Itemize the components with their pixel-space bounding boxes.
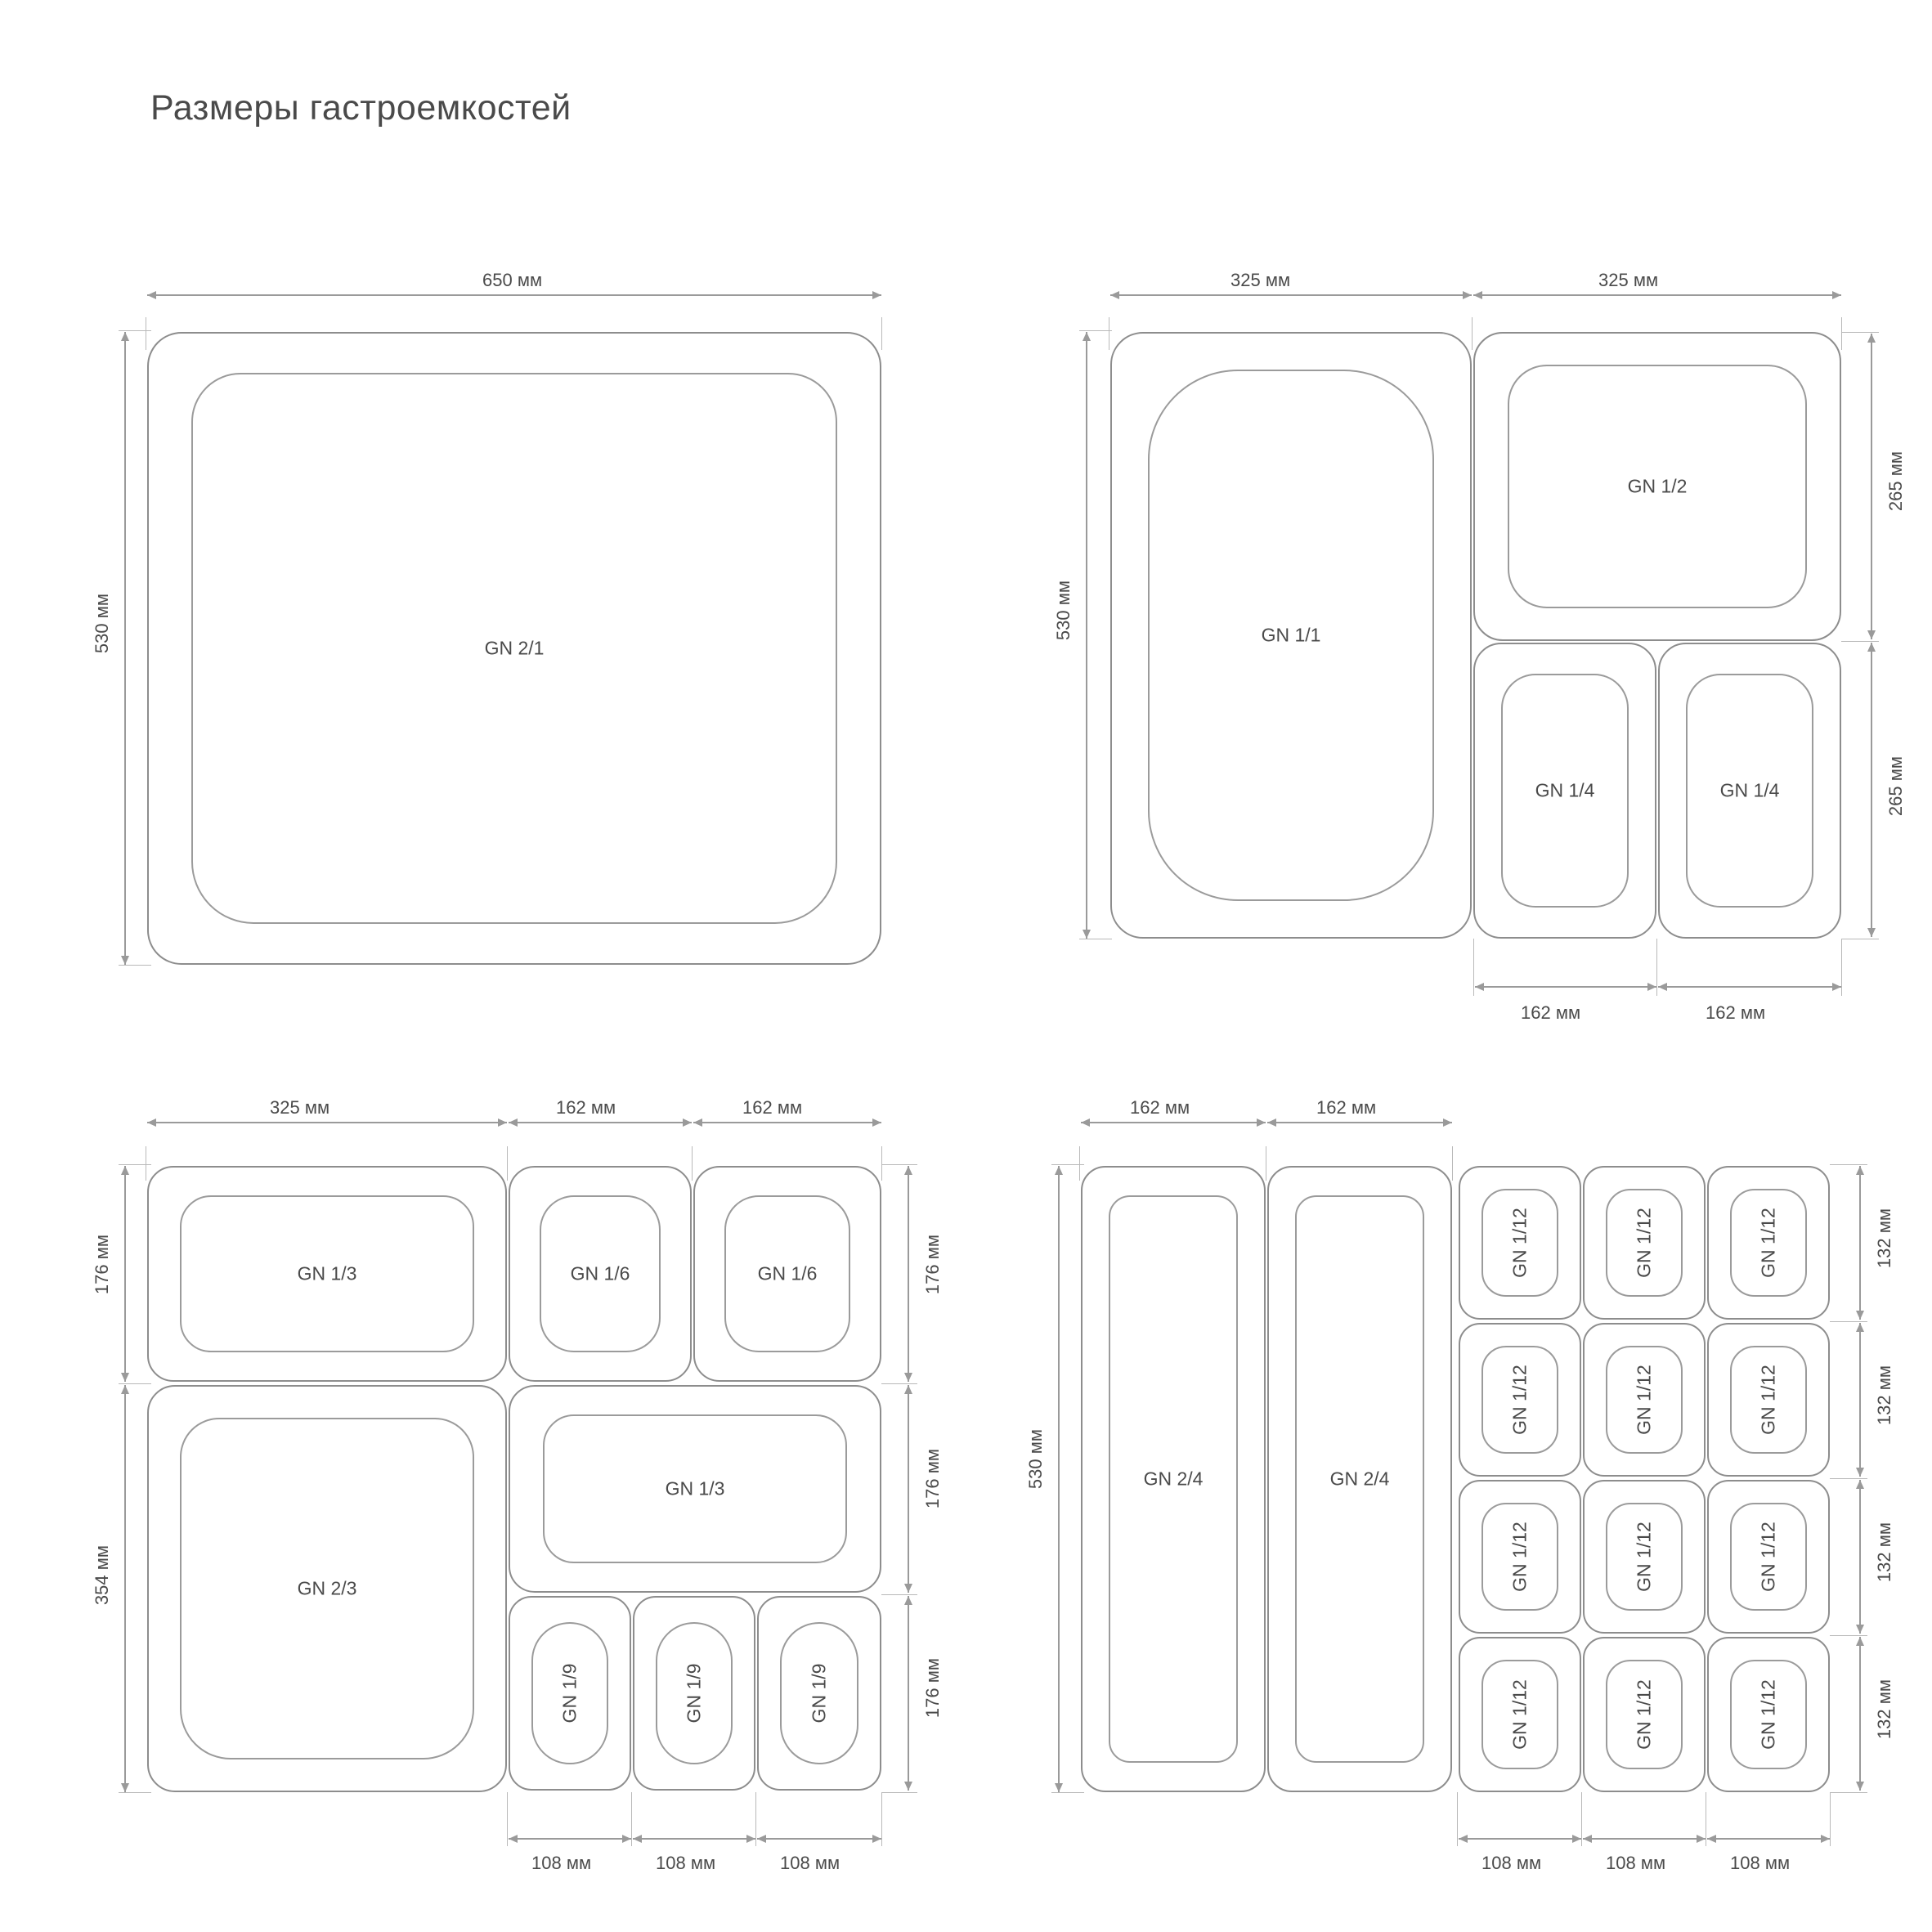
dimension-line-top-3	[693, 1122, 881, 1123]
extension-line	[1830, 1478, 1867, 1479]
pan-label-wrap	[809, 1664, 831, 1724]
dimension-label-132-a: 132 мм	[1874, 1208, 1894, 1269]
dimension-line-bottom-1	[1475, 986, 1656, 988]
extension-line	[1830, 1635, 1867, 1636]
pan-label: GN 2/3	[297, 1577, 357, 1599]
pan-gn-1-12-r4c3[interactable]	[1707, 1637, 1830, 1792]
dimension-label-162-b: 162 мм	[1316, 1097, 1377, 1118]
page-title: Размеры гастроемкостей	[150, 88, 572, 128]
dimension-line-top-2	[1473, 294, 1841, 296]
extension-line	[1051, 1792, 1084, 1793]
dimension-line-left	[1058, 1166, 1060, 1792]
pan-label: GN 1/9	[558, 1663, 580, 1724]
pan-gn-1-12-r1c1[interactable]	[1459, 1166, 1581, 1320]
dimension-label-176-r2: 176 мм	[922, 1449, 943, 1509]
dimension-label-108-b: 108 мм	[656, 1853, 716, 1873]
dimension-line-right-3	[908, 1596, 909, 1791]
dimension-line-top-2	[509, 1122, 692, 1123]
pan-label: GN 1/12	[1757, 1208, 1779, 1278]
extension-line	[1457, 1792, 1458, 1846]
pan-label: GN 1/12	[1508, 1522, 1531, 1592]
dimension-line-bottom-2	[633, 1838, 755, 1840]
dimension-label-530: 530 мм	[92, 594, 112, 654]
pan-label: GN 1/12	[1508, 1365, 1531, 1435]
pan-gn-1-4-b[interactable]	[1658, 643, 1841, 939]
pan-gn-1-12-r1c2[interactable]	[1583, 1166, 1706, 1320]
dimension-line-left-2	[124, 1385, 126, 1792]
pan-label: GN 1/1	[1261, 624, 1321, 646]
pan-gn-1-9-c[interactable]	[757, 1596, 881, 1791]
extension-line	[1830, 1792, 1831, 1846]
pan-label: GN 1/3	[297, 1262, 357, 1284]
pan-label: GN 1/12	[1757, 1679, 1779, 1750]
pan-label-wrap	[1758, 1679, 1780, 1750]
dimension-line-right-1	[1859, 1166, 1861, 1320]
pan-gn-1-12-r4c2[interactable]	[1583, 1637, 1706, 1792]
pan-label: GN 1/4	[1535, 779, 1595, 801]
pan-label: GN 1/6	[570, 1262, 630, 1284]
extension-line	[692, 1146, 693, 1181]
dimension-label-265-b: 265 мм	[1885, 756, 1906, 817]
extension-line	[755, 1792, 756, 1846]
pan-label: GN 1/12	[1633, 1522, 1655, 1592]
extension-line	[631, 1792, 632, 1846]
extension-line	[1841, 332, 1879, 333]
dimension-label-530: 530 мм	[1053, 580, 1074, 641]
dimension-line-bottom-1	[1459, 1838, 1581, 1840]
pan-label-wrap	[1758, 1522, 1780, 1592]
pan-gn-1-12-r2c1[interactable]	[1459, 1323, 1581, 1477]
pan-label: GN 1/12	[1633, 1365, 1655, 1435]
pan-label-wrap	[559, 1664, 581, 1724]
extension-line	[1841, 939, 1842, 996]
pan-label: GN 2/4	[1143, 1468, 1204, 1490]
dimension-line-top-1	[147, 1122, 507, 1123]
extension-line	[119, 330, 151, 331]
extension-line	[1830, 1792, 1867, 1793]
extension-line	[881, 1594, 917, 1595]
pan-label: GN 1/6	[757, 1262, 818, 1284]
extension-line	[119, 1383, 151, 1384]
dimension-line-bottom-2	[1658, 986, 1841, 988]
pan-gn-1-12-r1c3[interactable]	[1707, 1166, 1830, 1320]
pan-label: GN 1/12	[1508, 1208, 1531, 1278]
dimension-label-108-c: 108 мм	[780, 1853, 840, 1873]
extension-line	[881, 1792, 882, 1846]
pan-label: GN 1/12	[1633, 1679, 1655, 1750]
pan-gn-1-2[interactable]	[1473, 332, 1841, 641]
pan-gn-2-3[interactable]	[147, 1385, 507, 1792]
dimension-label-108-b: 108 мм	[1606, 1853, 1666, 1873]
pan-gn-1-12-r3c1[interactable]	[1459, 1480, 1581, 1634]
pan-label-wrap	[1509, 1679, 1531, 1750]
dimension-label-325: 325 мм	[270, 1097, 330, 1118]
dimension-label-132-d: 132 мм	[1874, 1679, 1894, 1740]
dimension-line-right-2	[1871, 643, 1872, 937]
dimension-line-left	[1086, 332, 1087, 939]
pan-gn-1-3-bottom[interactable]	[509, 1385, 881, 1593]
pan-label-wrap	[1509, 1365, 1531, 1435]
extension-line	[1079, 330, 1112, 331]
dimension-label-265-a: 265 мм	[1885, 451, 1906, 512]
pan-label: GN 1/3	[665, 1477, 725, 1499]
pan-gn-1-12-r2c3[interactable]	[1707, 1323, 1830, 1477]
dimension-label-132-c: 132 мм	[1874, 1522, 1894, 1583]
extension-line	[1452, 1146, 1453, 1181]
pan-gn-2-1[interactable]	[147, 332, 881, 965]
dimension-label-108-a: 108 мм	[531, 1853, 592, 1873]
dimension-label-162-a: 162 мм	[556, 1097, 616, 1118]
extension-line	[881, 1146, 882, 1181]
pan-gn-1-6-a[interactable]	[509, 1166, 692, 1382]
pan-label: GN 1/2	[1627, 475, 1688, 497]
extension-line	[119, 965, 151, 966]
pan-label-wrap	[1634, 1365, 1656, 1435]
extension-line	[119, 1164, 151, 1165]
dimension-line-top	[147, 294, 881, 296]
extension-line	[1656, 939, 1657, 996]
dimension-line-right-3	[1859, 1480, 1861, 1634]
extension-line	[1830, 1321, 1867, 1322]
extension-line	[1581, 1792, 1582, 1846]
pan-label: GN 1/12	[1757, 1522, 1779, 1592]
dimension-line-right-1	[1871, 334, 1872, 639]
dimension-line-bottom-1	[509, 1838, 631, 1840]
pan-label-wrap	[684, 1664, 706, 1724]
pan-label-wrap	[1634, 1522, 1656, 1592]
dimension-label-108-a: 108 мм	[1481, 1853, 1542, 1873]
dimension-line-bottom-3	[757, 1838, 881, 1840]
extension-line	[881, 1164, 917, 1165]
dimension-label-132-b: 132 мм	[1874, 1365, 1894, 1426]
dimension-label-530: 530 мм	[1025, 1429, 1046, 1490]
pan-label: GN 1/9	[808, 1663, 830, 1724]
extension-line	[1472, 317, 1473, 350]
dimension-label-325-a: 325 мм	[1230, 270, 1291, 290]
dimension-label-162-a: 162 мм	[1521, 1002, 1581, 1023]
pan-label: GN 1/12	[1757, 1365, 1779, 1435]
pan-gn-1-12-r3c3[interactable]	[1707, 1480, 1830, 1634]
extension-line	[1841, 317, 1842, 350]
dimension-line-top-2	[1267, 1122, 1452, 1123]
dimension-label-176: 176 мм	[92, 1235, 112, 1295]
pan-gn-1-12-r3c2[interactable]	[1583, 1480, 1706, 1634]
dimension-line-bottom-2	[1583, 1838, 1706, 1840]
pan-gn-2-4-a[interactable]	[1081, 1166, 1266, 1792]
pan-label-wrap	[1509, 1208, 1531, 1278]
extension-line	[881, 317, 882, 350]
pan-gn-1-9-a[interactable]	[509, 1596, 631, 1791]
pan-gn-1-6-b[interactable]	[693, 1166, 881, 1382]
dimension-label-176-r3: 176 мм	[922, 1658, 943, 1719]
dimension-line-right-1	[908, 1166, 909, 1382]
dimension-label-162-b: 162 мм	[1706, 1002, 1766, 1023]
pan-label: GN 1/9	[683, 1663, 705, 1724]
dimension-line-right-2	[1859, 1323, 1861, 1477]
dimension-line-left	[124, 332, 126, 965]
dimension-label-325-b: 325 мм	[1598, 270, 1659, 290]
pan-label-wrap	[1634, 1208, 1656, 1278]
extension-line	[881, 1792, 917, 1793]
extension-line	[507, 1146, 508, 1181]
dimension-line-top-1	[1081, 1122, 1266, 1123]
dimension-line-right-2	[908, 1385, 909, 1593]
pan-label: GN 2/1	[484, 637, 545, 659]
pan-gn-1-1[interactable]	[1110, 332, 1472, 939]
dimension-line-right-4	[1859, 1637, 1861, 1791]
pan-gn-1-12-r4c1[interactable]	[1459, 1637, 1581, 1792]
extension-line	[1830, 1164, 1867, 1165]
pan-label: GN 2/4	[1329, 1468, 1390, 1490]
pan-gn-1-4-a[interactable]	[1473, 643, 1656, 939]
extension-line	[1473, 939, 1474, 996]
pan-gn-2-4-b[interactable]	[1267, 1166, 1452, 1792]
extension-line	[1051, 1164, 1084, 1165]
pan-label-wrap	[1758, 1208, 1780, 1278]
pan-label: GN 1/12	[1508, 1679, 1531, 1750]
pan-label: GN 1/4	[1719, 779, 1780, 801]
pan-label-wrap	[1758, 1365, 1780, 1435]
dimension-line-top-1	[1110, 294, 1472, 296]
extension-line	[1079, 1146, 1080, 1181]
pan-gn-1-12-r2c2[interactable]	[1583, 1323, 1706, 1477]
pan-gn-1-9-b[interactable]	[633, 1596, 755, 1791]
pan-label-wrap	[1634, 1679, 1656, 1750]
dimension-label-162-a: 162 мм	[1130, 1097, 1190, 1118]
pan-label-wrap	[1509, 1522, 1531, 1592]
dimension-label-650: 650 мм	[482, 270, 543, 290]
extension-line	[881, 1383, 917, 1384]
dimension-label-108-c: 108 мм	[1730, 1853, 1791, 1873]
dimension-label-176-r1: 176 мм	[922, 1235, 943, 1295]
dimension-label-162-b: 162 мм	[742, 1097, 803, 1118]
dimension-line-bottom-3	[1707, 1838, 1830, 1840]
dimension-line-left-1	[124, 1166, 126, 1382]
extension-line	[507, 1792, 508, 1846]
dimension-label-354: 354 мм	[92, 1545, 112, 1606]
extension-line	[1841, 641, 1879, 642]
pan-label: GN 1/12	[1633, 1208, 1655, 1278]
pan-gn-1-3-top[interactable]	[147, 1166, 507, 1382]
extension-line	[119, 1792, 151, 1793]
